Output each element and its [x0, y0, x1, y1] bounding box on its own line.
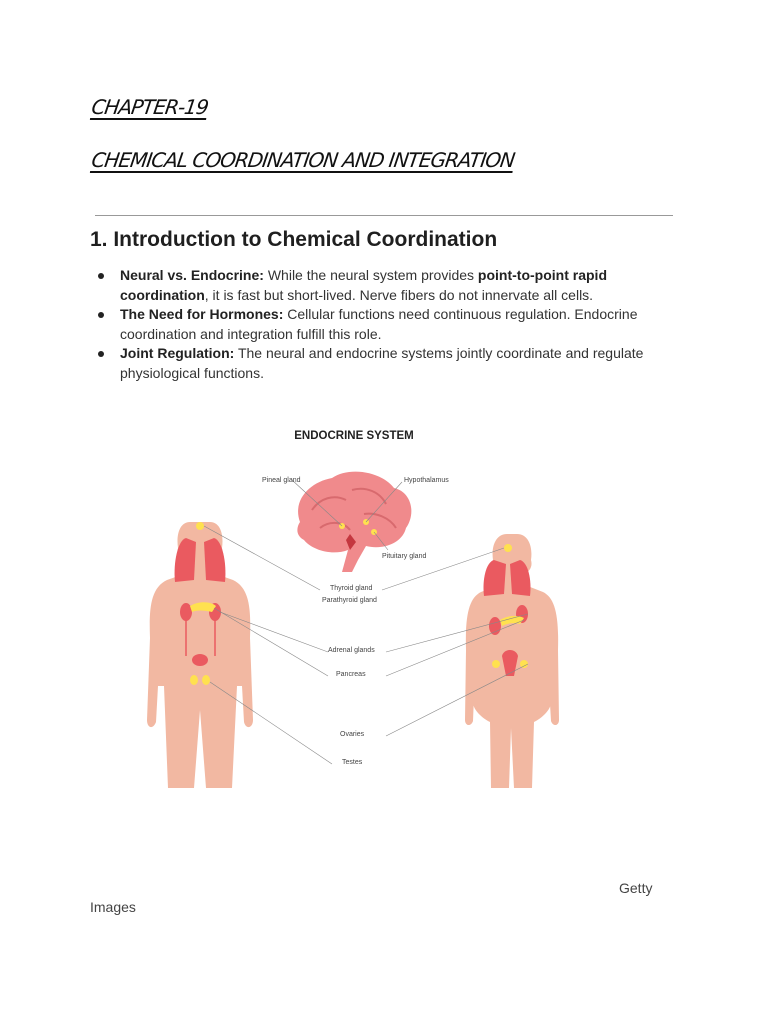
kidney [489, 617, 501, 635]
endocrine-illustration [120, 410, 620, 800]
section-heading: 1. Introduction to Chemical Coordination [90, 228, 498, 251]
bullet-icon [98, 273, 104, 279]
bullet-emphasis: point-to-point rapid coordination [120, 267, 607, 303]
bullet-list [90, 266, 660, 383]
endocrine-system-figure [120, 410, 620, 800]
chapter-heading: CHAPTER-19 [90, 95, 210, 119]
bullet-term: The Need for Hormones: [120, 306, 284, 322]
pituitary-gland-label: Pituitary gland [382, 553, 427, 560]
bullet-icon [98, 312, 104, 318]
lung [483, 560, 506, 596]
ovaries-label: Ovaries [340, 731, 365, 738]
parathyroid-gland-label: Parathyroid gland [322, 597, 377, 604]
ovary-marker [492, 660, 500, 668]
image-credit: Getty [619, 880, 653, 896]
bullet-text: While the neural system provides [263, 267, 478, 283]
list-item [90, 266, 660, 305]
thyroid-marker [196, 522, 204, 530]
adrenal-glands-label: Adrenal glands [328, 647, 375, 654]
list-item [90, 305, 660, 344]
testes-label: Testes [342, 759, 363, 766]
kidney [180, 603, 192, 621]
bladder [192, 654, 208, 666]
list-item [90, 344, 660, 383]
figure-title: ENDOCRINE SYSTEM [294, 430, 414, 442]
bullet-text: The neural and endocrine systems jointly coordinate and regulate physiological functions. [120, 345, 644, 381]
hypothalamus-label: Hypothalamus [404, 477, 449, 484]
pancreas-label: Pancreas [336, 671, 366, 678]
testis-marker [190, 675, 198, 685]
chapter-title: CHEMICAL COORDINATION AND INTEGRATION [90, 148, 516, 172]
horizontal-divider [95, 215, 673, 216]
bullet-term: Joint Regulation: [120, 345, 235, 361]
bullet-text: , it is fast but short-lived. Nerve fibers do not innervate all cells. [204, 286, 594, 303]
thyroid-gland-label: Thyroid gland [330, 585, 373, 592]
bullet-term: Neural vs. Endocrine: [120, 267, 264, 283]
bullet-icon [98, 351, 104, 357]
image-credit: Images [90, 899, 136, 915]
thyroid-marker [504, 544, 512, 552]
bullet-text: Cellular functions need continuous regulation. Endocrine coordination and integration fulfill this role. [120, 306, 638, 342]
ovary-marker [520, 660, 528, 668]
pineal-gland-label: Pineal gland [262, 477, 301, 484]
testis-marker [202, 675, 210, 685]
